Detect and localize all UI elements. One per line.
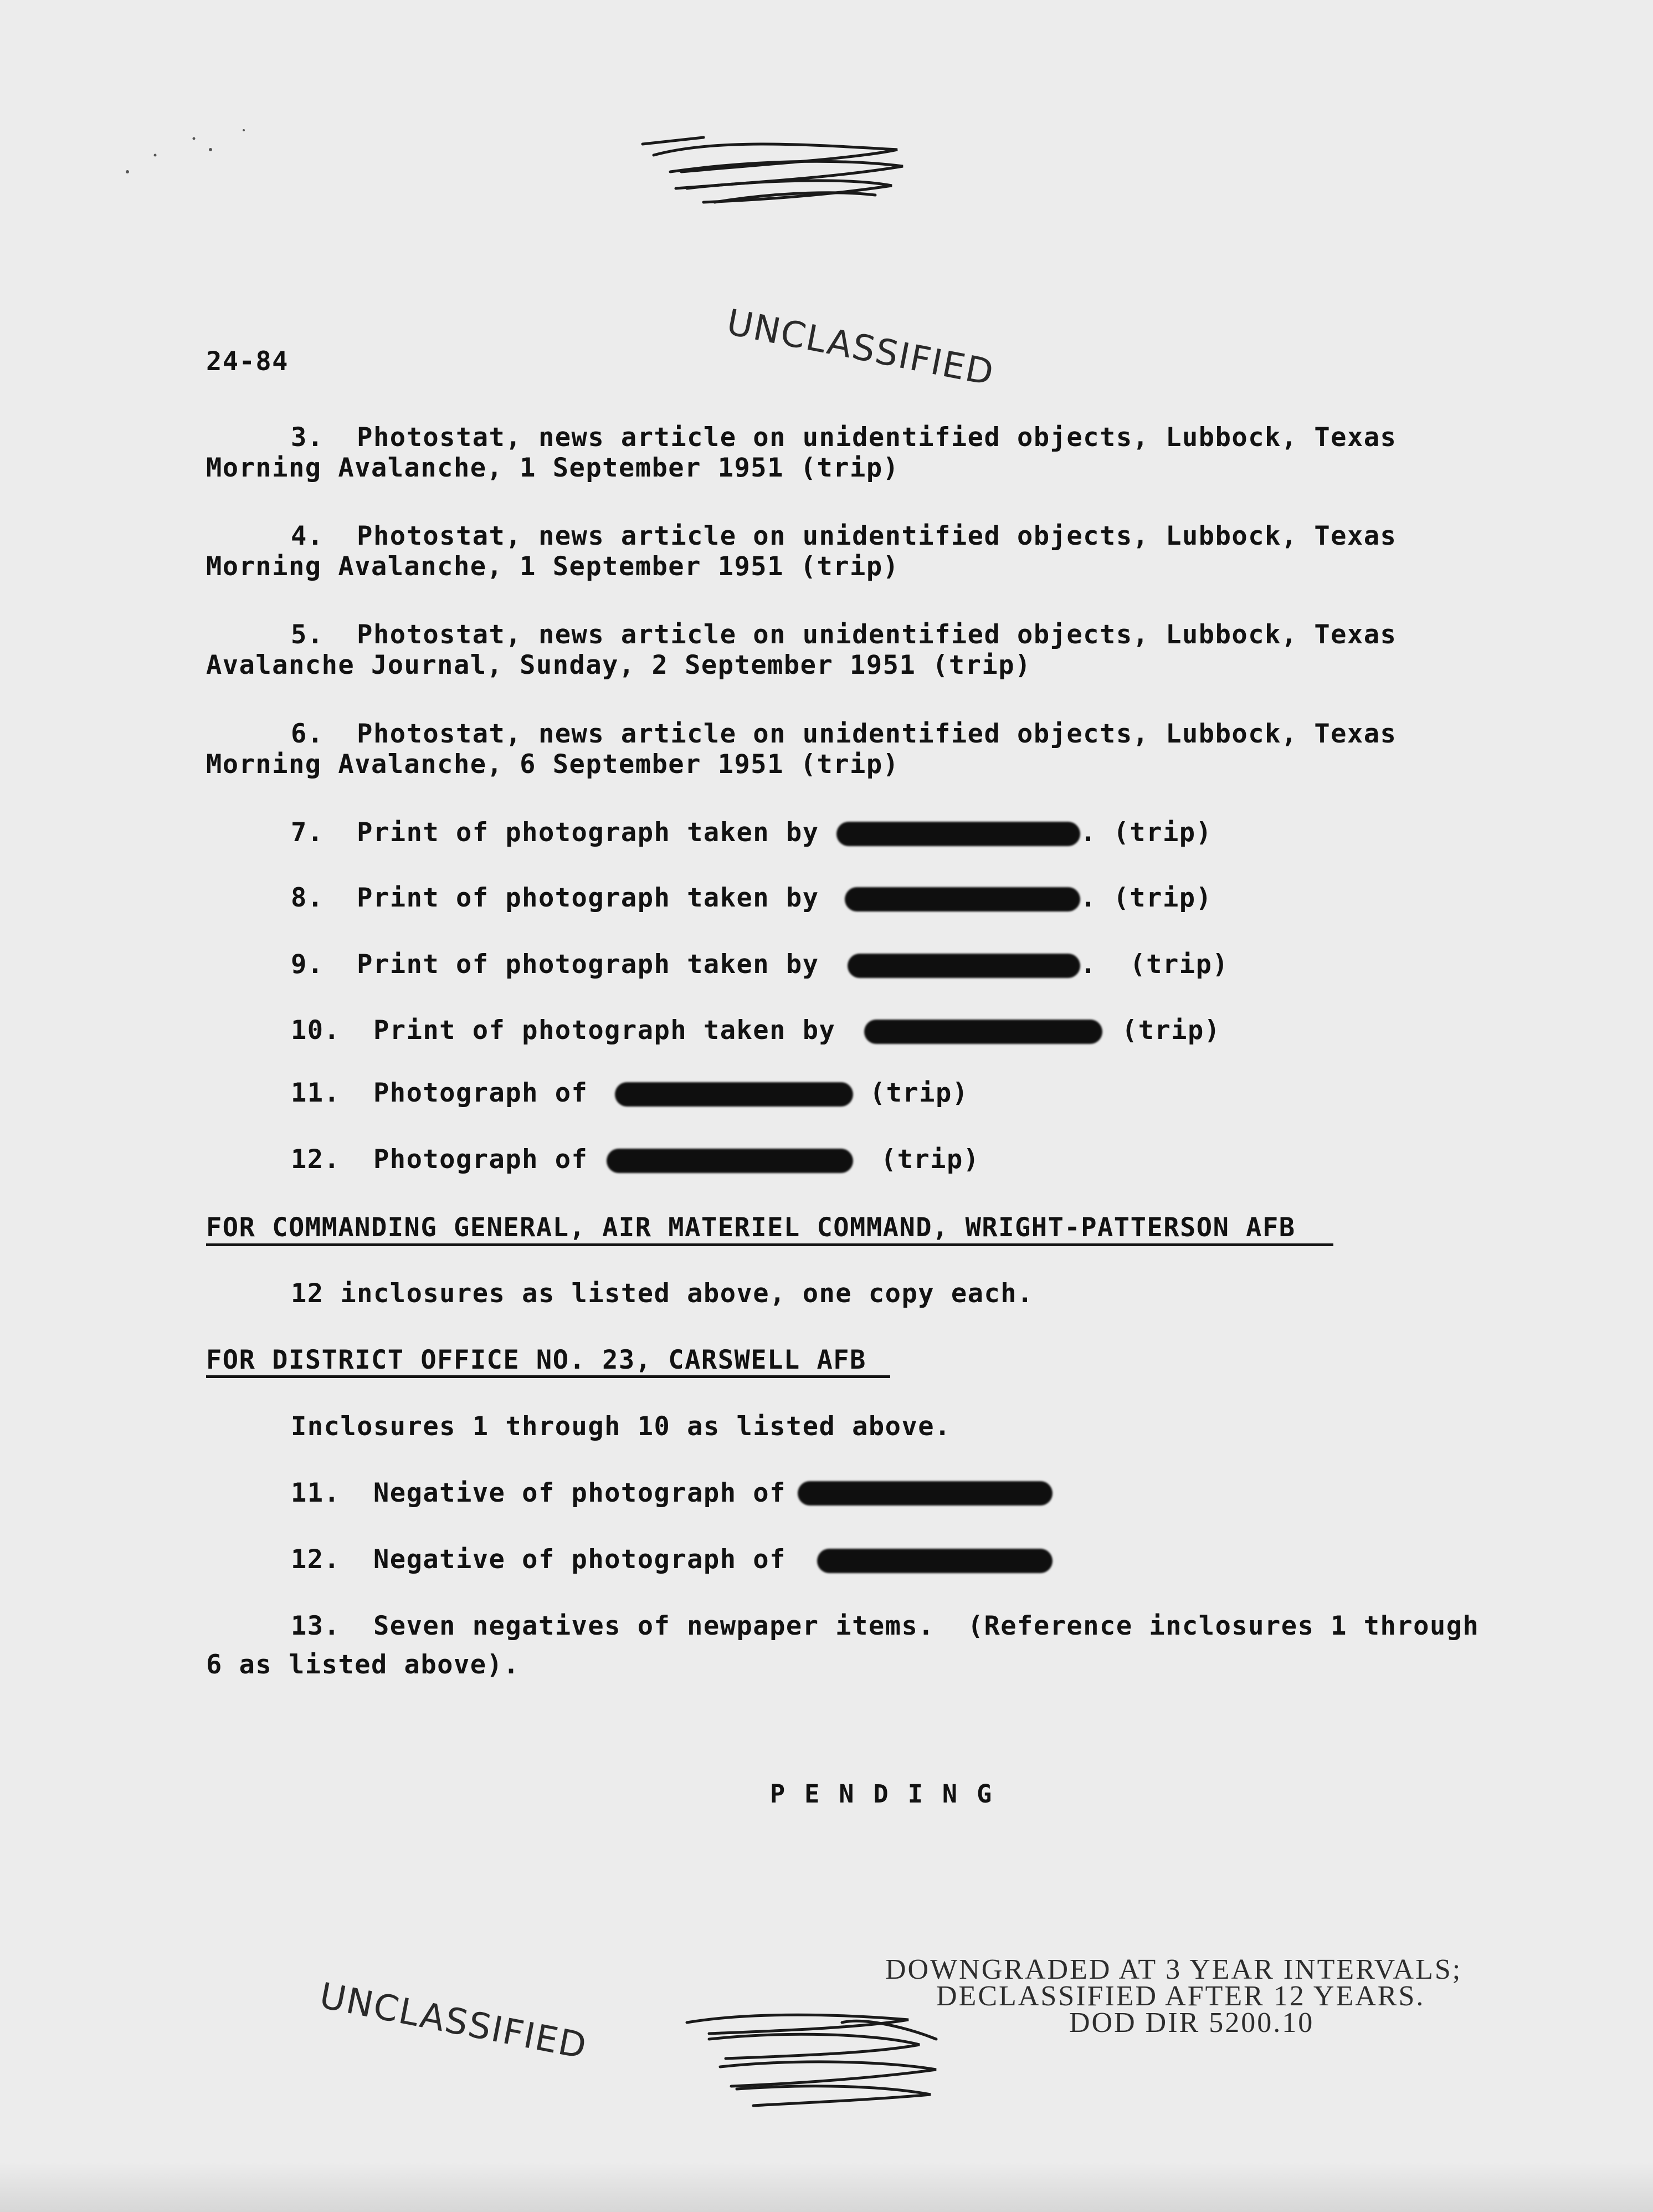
item-3-line2: Morning Avalanche, 1 September 1951 (trip) xyxy=(206,453,900,483)
declassification-line-3: DOD DIR 5200.10 xyxy=(1069,2007,1315,2039)
item-11: 11. Photograph of xyxy=(291,1078,588,1108)
page-reference: 24-84 xyxy=(206,346,289,377)
redaction-bar xyxy=(864,1020,1102,1044)
section2-body: Inclosures 1 through 10 as listed above. xyxy=(291,1411,951,1442)
item-11-tail: (trip) xyxy=(853,1078,969,1108)
item-8: 8. Print of photograph taken by xyxy=(291,883,819,913)
redaction-bar xyxy=(836,822,1080,846)
item-9-tail: . (trip) xyxy=(1080,949,1229,980)
redaction-bar xyxy=(798,1481,1053,1506)
signature-scribble-bottom xyxy=(676,2006,964,2117)
heading-underline xyxy=(206,1375,890,1378)
redaction-bar xyxy=(848,954,1080,978)
negative-item-11: 11. Negative of photograph of xyxy=(291,1478,786,1508)
section1-body: 12 inclosures as listed above, one copy each. xyxy=(291,1278,1034,1309)
unclassified-stamp-bottom: UNCLASSIFIED xyxy=(316,1975,591,2068)
item-10: 10. Print of photograph taken by xyxy=(291,1015,836,1046)
item-7: 7. Print of photograph taken by xyxy=(291,817,819,848)
redaction-bar xyxy=(607,1149,853,1173)
item-12: 12. Photograph of xyxy=(291,1144,588,1175)
section-heading-commanding-general: FOR COMMANDING GENERAL, AIR MATERIEL COMMAND, WRIGHT-PATTERSON AFB xyxy=(206,1212,1296,1243)
item-9: 9. Print of photograph taken by xyxy=(291,949,819,980)
declassification-line-2: DECLASSIFIED AFTER 12 YEARS. xyxy=(936,1980,1425,2012)
negative-item-12: 12. Negative of photograph of xyxy=(291,1544,786,1575)
signature-scribble-top xyxy=(637,133,925,222)
negative-item-13-line2: 6 as listed above). xyxy=(206,1650,520,1680)
item-4-line2: Morning Avalanche, 1 September 1951 (trip) xyxy=(206,551,900,582)
heading-underline xyxy=(206,1243,1333,1246)
redaction-bar xyxy=(817,1549,1053,1573)
status-pending: P E N D I N G xyxy=(770,1779,994,1809)
item-12-tail: (trip) xyxy=(864,1144,980,1175)
page-bottom-shadow xyxy=(0,2162,1653,2212)
redaction-bar xyxy=(615,1082,853,1107)
item-10-tail: (trip) xyxy=(1105,1015,1221,1046)
item-3-line1: 3. Photostat, news article on unidentified objects, Lubbock, Texas xyxy=(291,422,1397,453)
item-5-line1: 5. Photostat, news article on unidentified objects, Lubbock, Texas xyxy=(291,619,1397,650)
item-6-line2: Morning Avalanche, 6 September 1951 (trip) xyxy=(206,749,900,780)
redaction-bar xyxy=(845,887,1080,912)
declassification-line-1: DOWNGRADED AT 3 YEAR INTERVALS; xyxy=(885,1954,1462,1985)
negative-item-13-line1: 13. Seven negatives of newpaper items. (Reference inclosures 1 through xyxy=(291,1611,1480,1641)
paper-speck-marks xyxy=(111,122,255,188)
item-7-tail: . (trip) xyxy=(1080,817,1213,848)
item-4-line1: 4. Photostat, news article on unidentified objects, Lubbock, Texas xyxy=(291,521,1397,551)
item-5-line2: Avalanche Journal, Sunday, 2 September 1951 (trip) xyxy=(206,650,1031,680)
section-heading-district-office: FOR DISTRICT OFFICE NO. 23, CARSWELL AFB xyxy=(206,1345,866,1375)
item-8-tail: . (trip) xyxy=(1080,883,1213,913)
item-6-line1: 6. Photostat, news article on unidentified objects, Lubbock, Texas xyxy=(291,719,1397,749)
unclassified-stamp-top: UNCLASSIFIED xyxy=(723,302,998,395)
